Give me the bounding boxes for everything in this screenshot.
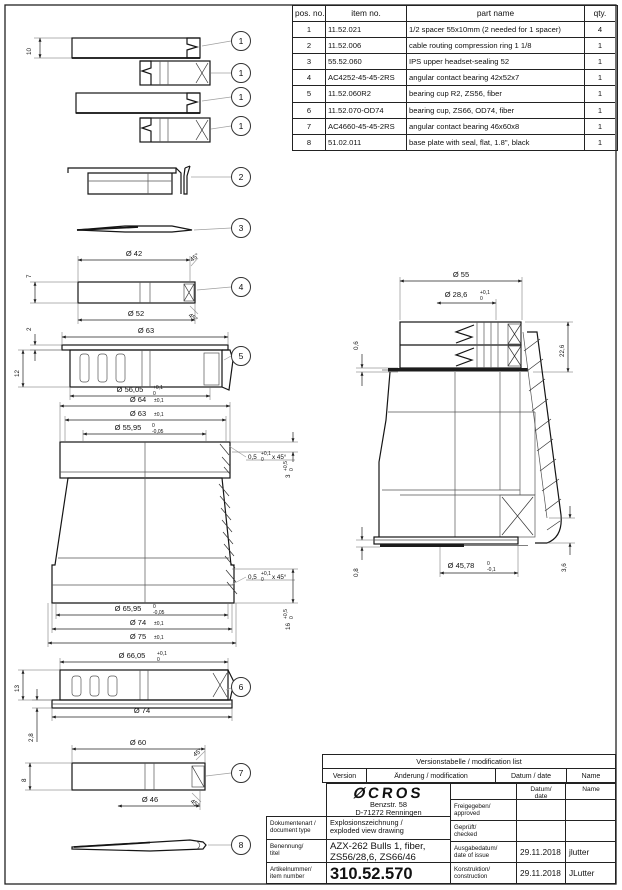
approval-block: [450, 783, 616, 884]
col-header-item: item no.: [326, 6, 407, 22]
tol-63: ±0,1: [154, 412, 164, 418]
balloon-2: [232, 168, 251, 187]
company-address-city: D-71272 Renningen: [355, 808, 422, 817]
svg-text:2: 2: [238, 172, 244, 182]
chamfer-bot-x45: x 45°: [272, 574, 287, 581]
row-qty: 1: [585, 119, 615, 135]
dim-7: 7: [26, 274, 33, 278]
row-name: IPS upper headset-sealing 52: [407, 54, 585, 70]
row-name: angular contact bearing 42x52x7: [407, 70, 585, 86]
part6-bearing-cup-view: [14, 651, 234, 742]
tol-6595-sub: -0,05: [153, 610, 165, 616]
angle-45-p7-top: 45°: [191, 747, 204, 759]
dim-55-95: Ø 55,95: [114, 423, 142, 432]
col-header-name: part name: [407, 6, 585, 22]
svg-text:5: 5: [238, 351, 244, 361]
balloon-8: [232, 836, 251, 855]
chamfer-top: 0,5: [248, 454, 257, 461]
chamfer-top-sup: +0,1: [261, 451, 271, 457]
dim-16: 16: [285, 622, 292, 630]
part4-bearing-view: [26, 249, 201, 324]
issue-date-label: Ausgabedatum/ date of issue: [451, 842, 517, 863]
dim-45-78: Ø 45,78: [447, 561, 475, 570]
balloon-4: [232, 278, 251, 297]
dim-3-sub: 0: [289, 468, 295, 471]
angle-45-p7-bot: 45°: [188, 798, 201, 810]
tol-4578-sub: -0,1: [487, 567, 496, 573]
part7-bearing-view: [21, 738, 205, 810]
checked-date: [517, 821, 566, 842]
logo-symbol: Ø: [352, 785, 370, 802]
cone-section-view: [48, 395, 298, 647]
modification-col-header: Änderung / modification: [367, 769, 496, 784]
svg-text:1: 1: [238, 121, 244, 131]
row-qty: 4: [585, 22, 615, 38]
svg-text:1: 1: [238, 36, 244, 46]
row-pos: 6: [293, 103, 326, 119]
row-pos: 1: [293, 22, 326, 38]
part1-spacer-views: [26, 38, 210, 142]
tol-6595-sup: 0: [153, 604, 156, 610]
svg-text:3: 3: [238, 223, 244, 233]
date-col-header: Datum / date: [496, 769, 567, 784]
checked-name: [566, 821, 616, 842]
dim-16-sup: +0,5: [283, 609, 289, 619]
svg-text:7: 7: [238, 768, 244, 778]
tol-286-sub: 0: [480, 296, 483, 302]
dim-65-95: Ø 65,95: [114, 604, 142, 613]
tol-4578-sup: 0: [487, 561, 490, 567]
balloon-3: [232, 219, 251, 238]
svg-text:4: 4: [238, 282, 244, 292]
company-address-street: Benzstr. 58: [370, 800, 407, 809]
tol-75: ±0,1: [154, 635, 164, 641]
row-qty: 1: [585, 38, 615, 54]
dim-52: Ø 52: [127, 309, 145, 318]
item-number-label: Artikelnummer/ item number: [270, 866, 312, 880]
dim-55: Ø 55: [452, 270, 470, 279]
col-header-qty: qty.: [585, 6, 615, 22]
dim-28-6: Ø 28,6: [444, 290, 468, 299]
issue-name-value: jlutter: [566, 842, 616, 863]
balloon-callouts: [188, 32, 251, 855]
dim-60: Ø 60: [129, 738, 147, 747]
dim-0-6: 0,6: [353, 341, 360, 350]
dim-42: Ø 42: [125, 249, 143, 258]
tol-286-sup: +0,1: [480, 290, 490, 296]
issue-date-value: 29.11.2018: [517, 842, 566, 863]
balloon-1c: [232, 88, 251, 107]
balloon-7: [232, 764, 251, 783]
acros-logo: [327, 786, 450, 801]
dim-2-8: 2,8: [28, 733, 35, 742]
svg-text:6: 6: [238, 682, 244, 692]
approved-name: [566, 800, 616, 821]
dim-8: 8: [21, 778, 28, 782]
col-header-pos: pos. no.: [293, 6, 326, 22]
balloon-6: [232, 678, 251, 697]
drawing-title-value: AZX-262 Bulls 1, fiber, ZS56/28,6, ZS66/46: [327, 840, 450, 863]
row-pos: 3: [293, 54, 326, 70]
title-label: Benennung/ titel: [267, 840, 326, 863]
row-qty: 1: [585, 86, 615, 102]
dim-16-sub: 0: [289, 616, 295, 619]
row-item: 11.52.060R2: [326, 86, 407, 102]
row-pos: 2: [293, 38, 326, 54]
version-table-title: Versionstabelle / modification list: [323, 755, 615, 769]
dim-10: 10: [26, 47, 33, 55]
parts-list-table: [292, 5, 618, 151]
tol-6605-sub: 0: [157, 657, 160, 663]
row-name: base plate with seal, flat, 1.8", black: [407, 135, 585, 150]
chamfer-bottom: 0,5: [248, 574, 257, 581]
dim-3: 3: [285, 474, 292, 478]
row-item: 11.52.070-OD74: [326, 103, 407, 119]
name-col-header: Name: [581, 773, 601, 780]
checked-label: Geprüft/ checked: [451, 821, 517, 842]
row-name: angular contact bearing 46x60x8: [407, 119, 585, 135]
chamfer-top-sub: 0: [261, 457, 264, 463]
row-pos: 5: [293, 86, 326, 102]
approved-label: Freigegeben/ approved: [451, 800, 517, 821]
balloon-1d: [232, 117, 251, 136]
tol-sup: +0,1: [153, 385, 163, 391]
item-number-value: 310.52.570: [330, 865, 413, 883]
logo-text: CROS: [367, 785, 425, 802]
row-qty: 1: [585, 54, 615, 70]
row-item: 11.52.021: [326, 22, 407, 38]
row-item: AC4660-45-45-2RS: [326, 119, 407, 135]
row-item: AC4252-45-45-2RS: [326, 70, 407, 86]
approval-header-spacer: [451, 784, 517, 800]
balloon-1b: [232, 64, 251, 83]
assembled-section-view: [353, 270, 575, 577]
dim-64: Ø 64: [129, 395, 147, 404]
dim-74: Ø 74: [133, 706, 151, 715]
approved-date: [517, 800, 566, 821]
part5-bearing-cup-view: [14, 326, 233, 400]
chamfer-bot-sub: 0: [261, 577, 264, 583]
dim-22-6: 22,6: [559, 344, 566, 357]
dim-66-05: Ø 66,05: [118, 651, 146, 660]
tol-sub: 0: [153, 391, 156, 397]
dim-63: Ø 63: [137, 326, 155, 335]
construction-date-value: 29.11.2018: [517, 863, 566, 883]
approval-date-header: Datum/ date: [517, 784, 566, 800]
dim-74t: Ø 74: [129, 618, 147, 627]
row-item: 51.02.011: [326, 135, 407, 150]
row-pos: 8: [293, 135, 326, 150]
tol-64: ±0,1: [154, 398, 164, 404]
tol-74: ±0,1: [154, 621, 164, 627]
tol-5595-sub: -0,05: [152, 429, 164, 435]
dim-2: 2: [26, 327, 33, 331]
version-table: [322, 754, 616, 783]
version-col-header: Version: [323, 769, 367, 784]
part3-seal-view: [77, 226, 192, 232]
row-item: 55.52.060: [326, 54, 407, 70]
approval-name-header: Name: [566, 784, 616, 800]
row-pos: 4: [293, 70, 326, 86]
document-type-value: Explosionszeichnung / exploded view drawing: [327, 817, 450, 840]
dim-0-8: 0,8: [353, 568, 360, 577]
svg-text:8: 8: [238, 840, 244, 850]
balloon-1a: [232, 32, 251, 51]
part2-compression-ring-view: [68, 166, 190, 194]
construction-label: Konstruktion/ construction: [451, 863, 517, 883]
document-type-label: Dokumentenart / document type: [267, 817, 326, 840]
title-block-labels: [266, 816, 327, 884]
part8-base-plate-view: [72, 840, 206, 851]
svg-text:1: 1: [238, 68, 244, 78]
dim-12: 12: [14, 369, 21, 377]
angle-45-bottom: 45°: [186, 312, 199, 324]
dim-3-sup: +0,5: [283, 461, 289, 471]
row-qty: 1: [585, 70, 615, 86]
dim-63t: Ø 63: [129, 409, 147, 418]
title-block-content: [326, 783, 451, 884]
chamfer-bot-sup: +0,1: [261, 571, 271, 577]
row-qty: 1: [597, 137, 603, 147]
dim-3-6: 3,6: [561, 563, 568, 572]
dim-13: 13: [14, 684, 21, 692]
row-name: bearing cup R2, ZS56, fiber: [407, 86, 585, 102]
tol-5595-sup: 0: [152, 423, 155, 429]
chamfer-top-x45: x 45°: [272, 454, 287, 461]
construction-name-value: JLutter: [569, 868, 595, 878]
company-block: [327, 784, 450, 817]
angle-45-top: 45°: [188, 252, 201, 264]
row-qty: 1: [585, 103, 615, 119]
dim-46: Ø 46: [141, 795, 159, 804]
row-item: 11.52.006: [326, 38, 407, 54]
row-pos: 7: [293, 119, 326, 135]
dim-56-05: Ø 56,05: [116, 385, 144, 394]
row-name: bearing cup, ZS66, OD74, fiber: [407, 103, 585, 119]
dim-75: Ø 75: [129, 632, 147, 641]
tol-6605-sup: +0,1: [157, 651, 167, 657]
balloon-5: [232, 347, 251, 366]
row-name: cable routing compression ring 1 1/8: [407, 38, 585, 54]
row-name: 1/2 spacer 55x10mm (2 needed for 1 spacer): [407, 22, 585, 38]
svg-text:1: 1: [238, 92, 244, 102]
